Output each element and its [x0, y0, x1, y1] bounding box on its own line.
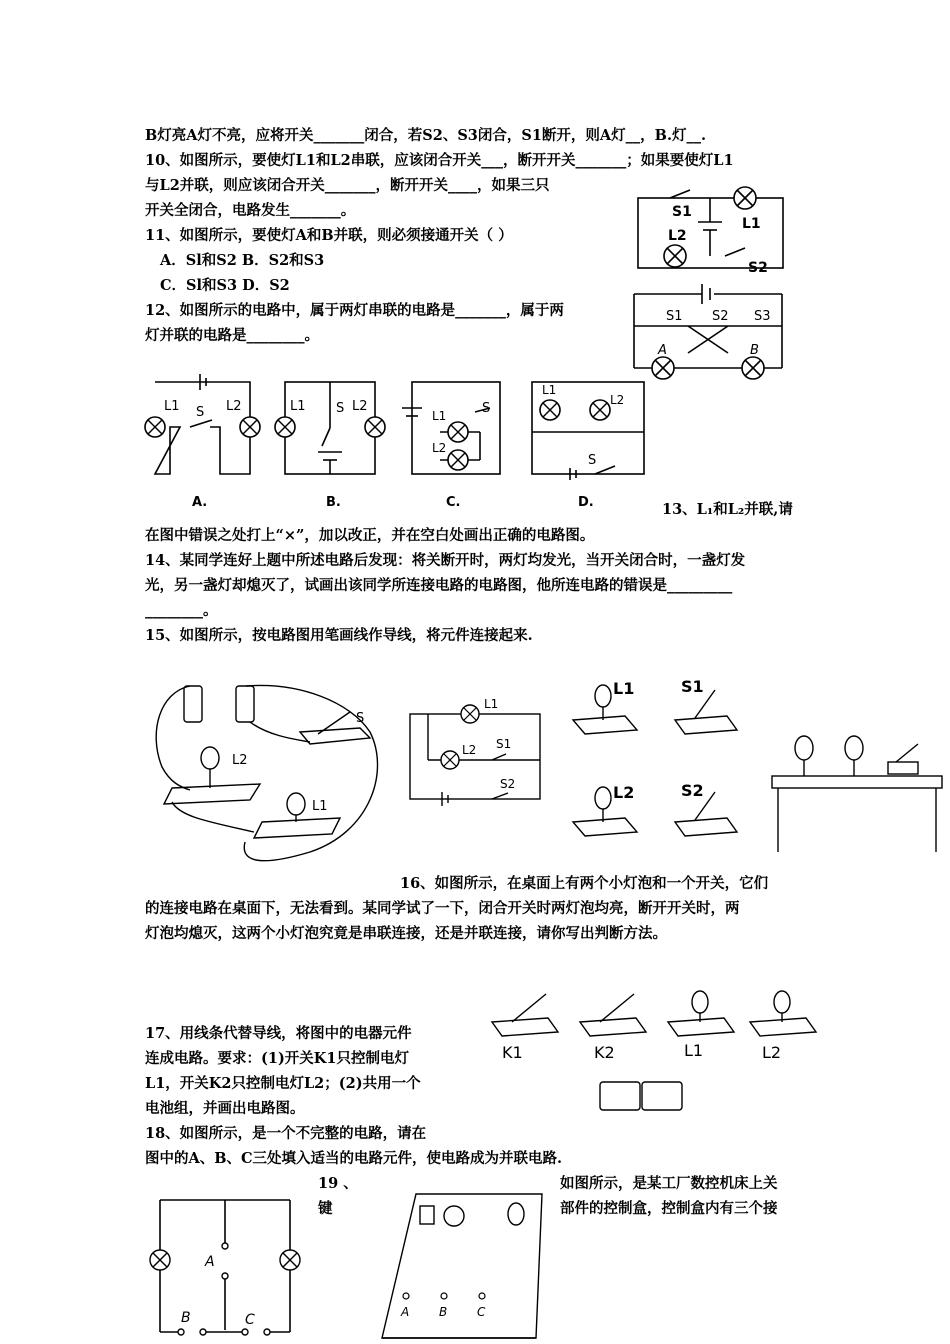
label-l2: L2 [432, 441, 447, 455]
option-c: C. [446, 495, 461, 510]
text-line: 15、如图所示，按电路图用笔画线作导线，将元件连接起来. [145, 627, 533, 644]
label-a: A [401, 1305, 410, 1319]
text-line: 17、用线条代替导线，将图中的电器元件 [145, 1025, 412, 1042]
q11-circuit-diagram [628, 278, 788, 383]
q17-components [488, 986, 818, 1116]
text-line: 部件的控制盒，控制盒内有三个接 [560, 1200, 778, 1217]
text-line: 图中的A、B、C三处填入适当的电路元件，使电路成为并联电路. [145, 1150, 563, 1167]
label-c: C [477, 1305, 486, 1319]
text-line: ________。 [145, 602, 218, 619]
label-l1: L1 [164, 399, 180, 414]
text-line: 10、如图所示，要使灯L1和L2串联，应该闭合开关___，断开开关_______；如果要使灯L1 [145, 152, 734, 169]
label-s: S [356, 711, 365, 726]
text-line: A．Sl和S2 B．S2和S3 [160, 252, 325, 269]
label-l1: L1 [684, 1041, 704, 1060]
label-s: S [196, 405, 205, 420]
label-l2: L2 [610, 393, 625, 407]
label-a: A [658, 343, 667, 358]
label-l2: L2 [352, 399, 368, 414]
label-b: B [750, 343, 759, 358]
label-s2: S2 [748, 260, 768, 275]
text-line: 如图所示，是某工厂数控机床上关 [560, 1175, 778, 1192]
text-line: 12、如图所示的电路中，属于两灯串联的电路是_______，属于两 [145, 302, 564, 319]
label-s1: S1 [496, 737, 512, 751]
label-l2: L2 [613, 783, 635, 802]
label-a: A [205, 1254, 215, 1270]
label-b: B [439, 1305, 448, 1319]
label-l1: L1 [613, 679, 635, 698]
label-k2: K2 [594, 1043, 615, 1062]
q15-circuit-diagram [400, 690, 550, 815]
q15-components [565, 672, 745, 847]
text-line: 灯泡均熄灭，这两个小灯泡究竟是串联连接，还是并联连接，请你写出判断方法。 [145, 925, 667, 942]
text-line: C．Sl和S3 D．S2 [160, 277, 290, 294]
label-s: S [336, 401, 345, 416]
label-s1: S1 [681, 677, 704, 696]
text-line: B灯亮A灯不亮，应将开关_______闭合，若S2、S3闭合，S1断开，则A灯__，B.灯__. [145, 127, 707, 144]
label-s1: S1 [672, 204, 692, 220]
text-line: 连成电路。要求：(1)开关K1只控制电灯 [145, 1050, 410, 1067]
text-line: 19 、 [318, 1175, 358, 1192]
q12-circuit-options [140, 372, 660, 512]
text-line: 18、如图所示，是一个不完整的电路，请在 [145, 1125, 427, 1142]
label-l1: L1 [312, 799, 328, 814]
label-l1: L1 [542, 383, 557, 397]
option-d: D. [578, 495, 594, 510]
text-line: 光，另一盏灯却熄灭了，试画出该同学所连接电路的电路图，他所连电路的错误是_________ [145, 577, 733, 594]
label-l2: L2 [232, 753, 248, 768]
text-line: 开关全闭合，电路发生_______。 [145, 202, 356, 219]
label-s: S [588, 453, 597, 468]
label-k1: K1 [502, 1043, 523, 1062]
label-b: B [181, 1310, 191, 1326]
label-l2: L2 [226, 399, 242, 414]
q19-control-box [376, 1188, 546, 1342]
q16-table-with-bulbs [768, 728, 946, 858]
text-line: 13、L₁和L₂并联,请 [662, 501, 793, 518]
text-line: 的连接电路在桌面下，无法看到。某同学试了一下，闭合开关时两灯泡均亮，断开开关时，两 [145, 900, 740, 917]
label-c: C [245, 1312, 255, 1328]
label-s: S [482, 401, 491, 416]
label-s2: S2 [681, 781, 704, 800]
label-s2: S2 [712, 309, 729, 324]
label-l2: L2 [668, 228, 687, 244]
label-l1: L1 [290, 399, 306, 414]
text-line: 16、如图所示，在桌面上有两个小灯泡和一个开关，它们 [400, 875, 769, 892]
text-line: 电池组，并画出电路图。 [145, 1100, 305, 1117]
q18-incomplete-circuit [145, 1192, 305, 1342]
label-l1: L1 [432, 409, 447, 423]
label-l1: L1 [742, 216, 761, 232]
label-s1: S1 [666, 309, 683, 324]
option-a: A. [192, 495, 208, 510]
text-line: 与L2并联，则应该闭合开关_______，断开开关____，如果三只 [145, 177, 550, 194]
text-line: L1，开关K2只控制电灯L2；(2)共用一个 [145, 1075, 421, 1092]
label-s2: S2 [500, 777, 516, 791]
label-l2: L2 [762, 1043, 782, 1062]
label-s3: S3 [754, 309, 771, 324]
label-l2: L2 [462, 743, 477, 757]
text-line: 灯并联的电路是________。 [145, 327, 319, 344]
q10-circuit-diagram [630, 180, 790, 275]
text-line: 14、某同学连好上题中所述电路后发现：将关断开时，两灯均发光，当开关闭合时，一盏灯发 [145, 552, 746, 569]
text-line: 键 [318, 1200, 333, 1217]
text-line: 11、如图所示，要使灯A和B并联，则必须接通开关（ ） [145, 227, 513, 244]
option-b: B. [326, 495, 341, 510]
q13-physical-wiring [150, 672, 390, 872]
label-l1: L1 [484, 697, 499, 711]
text-line: 在图中错误之处打上“×”，加以改正，并在空白处画出正确的电路图。 [145, 527, 595, 544]
